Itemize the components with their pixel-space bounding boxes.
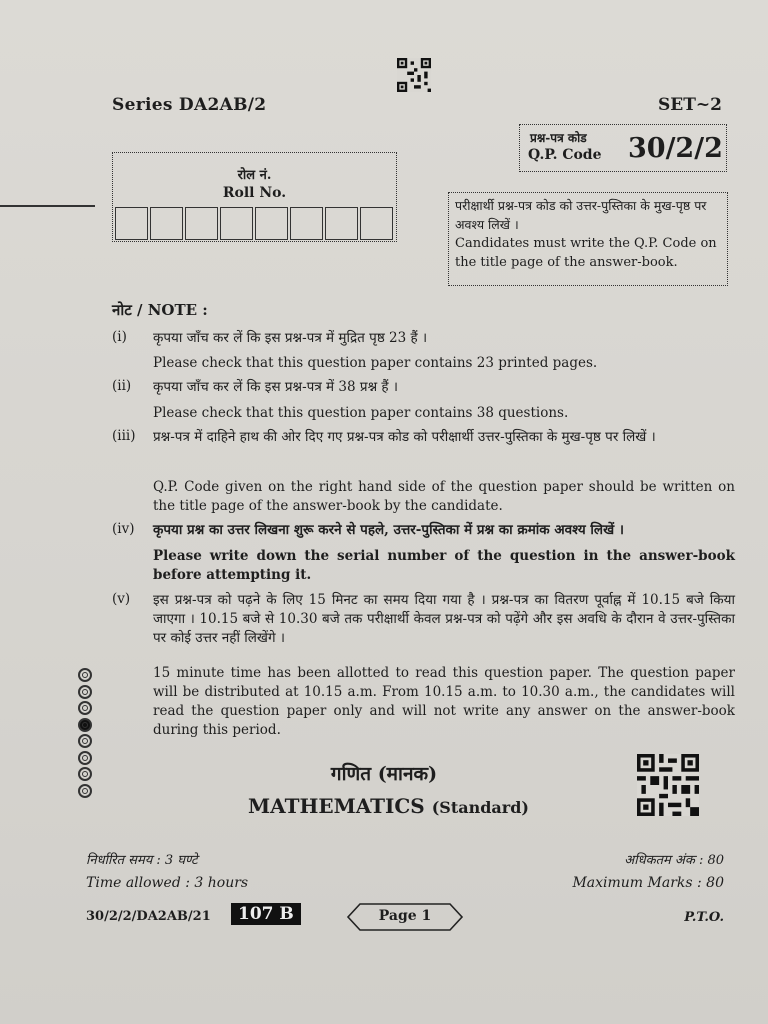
qr-code-icon <box>637 754 699 816</box>
subject-hindi: गणित (मानक) <box>330 763 438 785</box>
qp-code-label-hindi: प्रश्न-पत्र कोड <box>530 131 587 145</box>
note-hindi: कृपया प्रश्न का उत्तर लिखना शुरू करने से पहले, उत्तर-पुस्तिका में प्रश्न का क्रमांक अवश्य लिखें । <box>153 522 624 538</box>
qp-code-box <box>519 124 727 172</box>
roll-cell[interactable] <box>325 207 358 240</box>
subject-title <box>248 794 529 818</box>
note-english: Q.P. Code given on the right hand side of the question paper should be written on the title page of the answer-book by the candidate. <box>153 479 735 514</box>
note-hindi: प्रश्न-पत्र में दाहिने हाथ की ओर दिए गए प्रश्न-पत्र कोड को परीक्षार्थी उत्तर-पुस्तिका के मुख-पृष्ठ पर लिखें । <box>153 429 656 445</box>
circle-mark-icon <box>78 668 92 682</box>
note-number: (ii) <box>112 378 132 394</box>
circle-mark-icon <box>78 701 92 715</box>
note-english: 15 minute time has been allotted to read this question paper. The question paper will be distributed at 10.15 a.m. From 10.15 a.m. to 10.30 a.m., the candidates will read the question paper only and will not write any answer on the answer-book during this period. <box>153 665 735 738</box>
roll-label: Roll No. <box>222 185 287 201</box>
subject-level: (Standard) <box>431 798 529 817</box>
note-number: (v) <box>112 591 131 607</box>
note-hindi: इस प्रश्न-पत्र को पढ़ने के लिए 15 मिनट का समय दिया गया है । प्रश्न-पत्र का वितरण पूर्वाह्न में 10.15 बजे किया जाएगा । 10.15 बजे से 10.30 बजे तक परीक्षार्थी केवल प्रश्न-पत्र को पढ़ेंगे और इस अवधि के दौरान वे उत्तर-पुस्तिका पर कोई उत्तर नहीं लिखेंगे । <box>153 592 735 646</box>
note-heading: नोट / NOTE : <box>112 301 208 319</box>
page-number: Page 1 <box>378 908 432 924</box>
roll-cell[interactable] <box>290 207 323 240</box>
maximum-marks-hindi: अधिकतम अंक : 80 <box>624 853 724 868</box>
note-hindi: कृपया जाँच कर लें कि इस प्रश्न-पत्र में मुद्रित पृष्ठ 23 हैं । <box>153 330 428 346</box>
time-allowed-hindi: निर्धारित समय : 3 घण्टे <box>86 853 198 868</box>
subject-name: MATHEMATICS <box>248 794 425 818</box>
note-english: Please write down the serial number of the question in the answer-book before attempting it. <box>153 548 735 583</box>
time-allowed: Time allowed : 3 hours <box>86 875 249 891</box>
circle-mark-icon <box>78 734 92 748</box>
note-english: Please check that this question paper contains 23 printed pages. <box>153 355 598 371</box>
instruction-english: Candidates must write the Q.P. Code on the title page of the answer-book. <box>455 236 717 270</box>
roll-cell[interactable] <box>220 207 253 240</box>
roll-cell[interactable] <box>115 207 148 240</box>
filled-circle-mark-icon <box>78 718 92 732</box>
series-label: Series DA2AB/2 <box>112 95 267 115</box>
set-label: SET~2 <box>658 95 722 115</box>
paper-badge: 107 B <box>231 903 301 925</box>
note-number: (i) <box>112 329 127 345</box>
note-number: (iv) <box>112 521 135 537</box>
roll-cell[interactable] <box>255 207 288 240</box>
roll-number-box <box>112 152 397 242</box>
paper-code: 30/2/2/DA2AB/21 <box>86 909 211 924</box>
qp-code-label: Q.P. Code <box>528 147 602 163</box>
instruction-hindi: परीक्षार्थी प्रश्न-पत्र कोड को उत्तर-पुस्तिका के मुख-पृष्ठ पर अवश्य लिखें । <box>455 198 707 232</box>
qp-code-value: 30/2/2 <box>628 133 723 164</box>
page-indicator <box>346 902 464 932</box>
roll-cell[interactable] <box>150 207 183 240</box>
note-hindi: कृपया जाँच कर लें कि इस प्रश्न-पत्र में 38 प्रश्न हैं । <box>153 379 398 395</box>
circle-mark-icon <box>78 685 92 699</box>
maximum-marks: Maximum Marks : 80 <box>572 875 724 891</box>
roll-number-cells <box>115 207 395 240</box>
note-number: (iii) <box>112 428 136 444</box>
roll-label-hindi: रोल नं. <box>237 168 272 183</box>
candidate-instruction-box <box>448 192 728 286</box>
margin-line <box>0 205 95 207</box>
roll-cell[interactable] <box>360 207 393 240</box>
pto-label: P.T.O. <box>684 910 724 925</box>
note-english: Please check that this question paper contains 38 questions. <box>153 405 569 421</box>
qr-code-icon <box>397 58 431 92</box>
roll-cell[interactable] <box>185 207 218 240</box>
